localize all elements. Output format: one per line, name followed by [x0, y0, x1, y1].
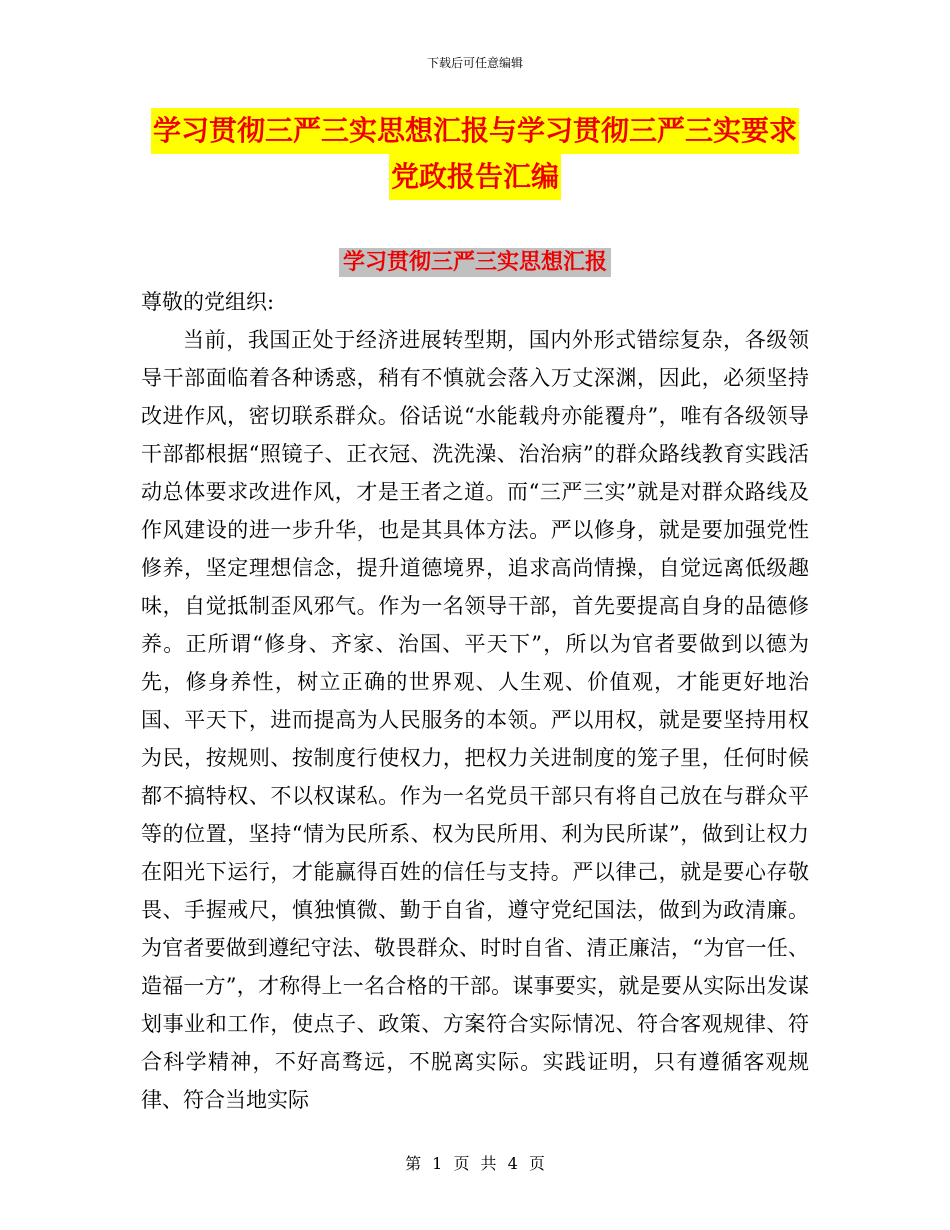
document-body — [141, 283, 809, 1119]
document-title-line-1: 学习贯彻三严三实思想汇报与学习贯彻三严三实要求 — [151, 108, 799, 154]
salutation: 尊敬的党组织: — [141, 290, 275, 314]
page-number-footer: 第 1 页 共 4 页 — [405, 1154, 545, 1173]
body-paragraph: 当前，我国正处于经济进展转型期，国内外形式错综复杂，各级领导干部面临着各种诱惑，稍有不慎就会落入万丈深渊，因此，必须坚持改进作风，密切联系群众。俗话说“水能载舟亦能覆舟”，唯有各级领导干部都根据“照镜子、正衣冠、洗洗澡、治治病”的群众路线教育实践活动总体要求改进作风，才是王者之道。而“三严三实”就是对群众路线及作风建设的进一步升华，也是其具体方法。严以修身，就是要加强党性修养，坚定理想信念，提升道德境界，追求高尚情操，自觉远离低级趣味，自觉抵制歪风邪气。作为一名领导干部，首先要提高自身的品德修养。正所谓“修身、齐家、治国、平天下”，所以为官者要做到以德为先，修身养性，树立正确的世界观、人生观、价值观，才能更好地治国、平天下，进而提高为人民服务的本领。严以用权，就是要坚持用权为民，按规则、按制度行使权力，把权力关进制度的笼子里，任何时候都不搞特权、不以权谋私。作为一名党员干部只有将自己放在与群众平等的位置，坚持“情为民所系、权为民所用、利为民所谋”，做到让权力在阳光下运行，才能赢得百姓的信任与支持。严以律己，就是要心存敬畏、手握戒尺，慎独慎微、勤于自省，遵守党纪国法，做到为政清廉。为官者要做到遵纪守法、敬畏群众、时时自省、清正廉洁，“为官一任、造福一方”，才称得上一名合格的干部。谋事要实，就是要从实际出发谋划事业和工作，使点子、政策、方案符合实际情况、符合客观规律、符合科学精神，不好高骛远，不脱离实际。实践证明，只有遵循客观规律、符合当地实际 — [141, 328, 809, 1112]
document-title — [150, 108, 800, 200]
section-title: 学习贯彻三严三实思想汇报 — [339, 248, 611, 277]
section-title-wrapper — [0, 246, 950, 280]
page-header-note: 下载后可任意编辑 — [426, 56, 523, 70]
document-title-line-2: 党政报告汇编 — [389, 154, 561, 200]
